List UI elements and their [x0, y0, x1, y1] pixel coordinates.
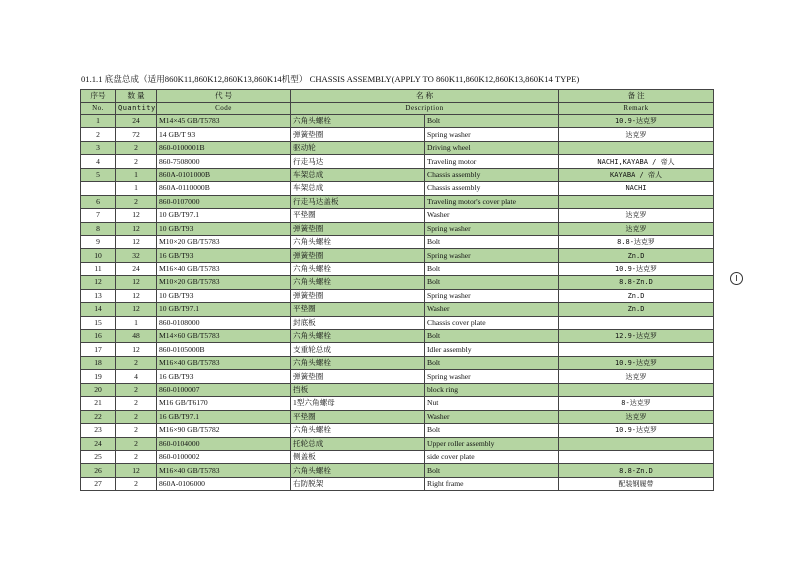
cell-code: 860-0100001B [157, 141, 291, 154]
cell-no: 20 [81, 383, 116, 396]
table-row [81, 356, 714, 369]
cell-name-en: Traveling motor's cover plate [425, 195, 559, 208]
table-row [81, 168, 714, 181]
cell-no: 25 [81, 450, 116, 463]
cell-code: M16×40 GB/T5783 [157, 262, 291, 275]
table-row [81, 477, 714, 490]
cell-qty: 12 [116, 303, 157, 316]
cell-remark: 达克罗 [559, 410, 714, 423]
cell-name-en: Bolt [425, 330, 559, 343]
cell-name-cn: 六角头螺栓 [291, 115, 425, 128]
cell-name-cn: 支重轮总成 [291, 343, 425, 356]
cell-no: 9 [81, 235, 116, 248]
cell-remark: 10.9-达克罗 [559, 424, 714, 437]
cell-name-cn: 平垫圈 [291, 209, 425, 222]
table-row [81, 262, 714, 275]
header-code-en: Code [157, 102, 291, 115]
cell-name-cn: 六角头螺栓 [291, 235, 425, 248]
cell-no: 2 [81, 128, 116, 141]
table-row [81, 141, 714, 154]
cell-name-en: Bolt [425, 464, 559, 477]
cell-qty: 48 [116, 330, 157, 343]
cell-remark: 达克罗 [559, 222, 714, 235]
cell-no: 24 [81, 437, 116, 450]
cell-name-cn: 车架总成 [291, 182, 425, 195]
cell-remark [559, 141, 714, 154]
cell-name-en: Bolt [425, 235, 559, 248]
cell-no: 22 [81, 410, 116, 423]
parts-table [80, 89, 714, 491]
table-row [81, 249, 714, 262]
cell-name-en: Nut [425, 397, 559, 410]
document-title: 01.1.1 底盘总成（适用860K11,860K12,860K13,860K14机型） CHASSIS ASSEMBLY(APPLY TO 860K11,860K12,860K13,860K14 TYPE) [81, 74, 580, 84]
cell-name-en: Washer [425, 209, 559, 222]
cell-remark: 10.9-达克罗 [559, 115, 714, 128]
header-row-cn [81, 90, 714, 103]
cell-name-en: Bolt [425, 356, 559, 369]
cell-name-en: Bolt [425, 262, 559, 275]
cell-no: 13 [81, 289, 116, 302]
cell-code: 860A-0101000B [157, 168, 291, 181]
cell-name-en: Driving wheel [425, 141, 559, 154]
cell-name-en: Spring washer [425, 222, 559, 235]
cell-code: 860-7508000 [157, 155, 291, 168]
cell-name-cn: 弹簧垫圈 [291, 289, 425, 302]
cell-name-cn: 侧盖板 [291, 450, 425, 463]
cell-code: 860-0107000 [157, 195, 291, 208]
cell-name-cn: 弹簧垫圈 [291, 370, 425, 383]
table-row [81, 424, 714, 437]
cell-remark: 达克罗 [559, 370, 714, 383]
cell-qty: 2 [116, 477, 157, 490]
cell-no: 18 [81, 356, 116, 369]
table-row [81, 370, 714, 383]
cell-no: 7 [81, 209, 116, 222]
header-remark-cn: 备 注 [559, 90, 714, 103]
cell-remark: KAYABA / 帝人 [559, 168, 714, 181]
cell-qty: 2 [116, 397, 157, 410]
cell-no [81, 182, 116, 195]
cell-code: 860-0100007 [157, 383, 291, 396]
cell-name-cn: 弹簧垫圈 [291, 222, 425, 235]
cell-qty: 2 [116, 424, 157, 437]
cell-qty: 24 [116, 115, 157, 128]
cell-name-cn: 六角头螺栓 [291, 356, 425, 369]
cell-name-en: Traveling motor [425, 155, 559, 168]
cell-remark [559, 437, 714, 450]
cell-remark: 达克罗 [559, 209, 714, 222]
cell-name-cn: 平垫圈 [291, 410, 425, 423]
cell-code: 10 GB/T93 [157, 289, 291, 302]
cell-no: 17 [81, 343, 116, 356]
header-desc-cn: 名 称 [291, 90, 559, 103]
cell-remark: 10.9-达克罗 [559, 262, 714, 275]
cell-remark: Zn.D [559, 289, 714, 302]
cell-name-cn: 六角头螺栓 [291, 330, 425, 343]
cell-code: M10×20 GB/T5783 [157, 276, 291, 289]
cell-name-cn: 右防脱架 [291, 477, 425, 490]
cell-name-cn: 车架总成 [291, 168, 425, 181]
cell-code: 10 GB/T93 [157, 222, 291, 235]
cell-code: 860-0108000 [157, 316, 291, 329]
table-row [81, 195, 714, 208]
cell-name-en: Bolt [425, 276, 559, 289]
cell-code: 860-0104000 [157, 437, 291, 450]
cell-name-cn: 行走马达盖板 [291, 195, 425, 208]
cell-name-cn: 行走马达 [291, 155, 425, 168]
cell-qty: 4 [116, 370, 157, 383]
table-row [81, 437, 714, 450]
table-row [81, 289, 714, 302]
cell-qty: 2 [116, 437, 157, 450]
table-row [81, 303, 714, 316]
cell-qty: 1 [116, 182, 157, 195]
cell-name-en: Spring washer [425, 289, 559, 302]
cell-no: 4 [81, 155, 116, 168]
cell-code: M14×60 GB/T5783 [157, 330, 291, 343]
cell-no: 12 [81, 276, 116, 289]
table-row [81, 209, 714, 222]
cell-remark: 配装钢履带 [559, 477, 714, 490]
cell-code: 860-0100002 [157, 450, 291, 463]
cell-code: M14×45 GB/T5783 [157, 115, 291, 128]
cell-qty: 1 [116, 168, 157, 181]
cell-remark [559, 195, 714, 208]
cell-no: 6 [81, 195, 116, 208]
cell-qty: 2 [116, 383, 157, 396]
cell-remark: NACHI,KAYABA / 帝人 [559, 155, 714, 168]
cell-name-cn: 托轮总成 [291, 437, 425, 450]
cell-no: 15 [81, 316, 116, 329]
cell-qty: 2 [116, 450, 157, 463]
cell-name-en: Idler assembly [425, 343, 559, 356]
cell-code: 860A-0110000B [157, 182, 291, 195]
cell-qty: 12 [116, 222, 157, 235]
cell-qty: 12 [116, 235, 157, 248]
cell-qty: 72 [116, 128, 157, 141]
cell-no: 8 [81, 222, 116, 235]
cell-name-cn: 封底板 [291, 316, 425, 329]
cell-qty: 12 [116, 289, 157, 302]
cell-no: 11 [81, 262, 116, 275]
cell-remark: 8.8-Zn.D [559, 276, 714, 289]
table-row [81, 397, 714, 410]
cell-name-cn: 六角头螺栓 [291, 424, 425, 437]
cell-qty: 12 [116, 276, 157, 289]
cell-qty: 24 [116, 262, 157, 275]
cell-qty: 2 [116, 195, 157, 208]
cell-remark [559, 343, 714, 356]
cell-remark: NACHI [559, 182, 714, 195]
cell-name-en: Washer [425, 303, 559, 316]
table-row [81, 276, 714, 289]
cell-name-en: Bolt [425, 115, 559, 128]
cell-code: 860A-0106000 [157, 477, 291, 490]
cell-no: 27 [81, 477, 116, 490]
cell-name-en: side cover plate [425, 450, 559, 463]
header-qty-en: Quantity [116, 102, 157, 115]
header-code-cn: 代 号 [157, 90, 291, 103]
cell-qty: 2 [116, 155, 157, 168]
table-row [81, 128, 714, 141]
cell-qty: 12 [116, 343, 157, 356]
cell-qty: 12 [116, 209, 157, 222]
cell-qty: 2 [116, 356, 157, 369]
cell-qty: 2 [116, 141, 157, 154]
header-qty-cn: 数 量 [116, 90, 157, 103]
cell-qty: 12 [116, 464, 157, 477]
cell-name-cn: 六角头螺栓 [291, 276, 425, 289]
cell-name-cn: 六角头螺栓 [291, 464, 425, 477]
cell-code: 16 GB/T97.1 [157, 410, 291, 423]
cell-no: 14 [81, 303, 116, 316]
cell-code: 10 GB/T97.1 [157, 209, 291, 222]
table-row [81, 410, 714, 423]
cell-no: 1 [81, 115, 116, 128]
header-no-cn: 序号 [81, 90, 116, 103]
cell-no: 23 [81, 424, 116, 437]
header-desc-en: Description [291, 102, 559, 115]
table-row [81, 450, 714, 463]
table-row [81, 115, 714, 128]
cell-name-en: Spring washer [425, 249, 559, 262]
cell-name-cn: 六角头螺栓 [291, 262, 425, 275]
table-row [81, 182, 714, 195]
cell-name-en: block ring [425, 383, 559, 396]
cell-name-cn: 1型六角螺母 [291, 397, 425, 410]
table-row [81, 222, 714, 235]
cell-name-en: Upper roller assembly [425, 437, 559, 450]
cell-name-cn: 平垫圈 [291, 303, 425, 316]
cell-remark: 10.9-达克罗 [559, 356, 714, 369]
header-no-en: No. [81, 102, 116, 115]
table-row [81, 235, 714, 248]
cell-name-en: Chassis cover plate [425, 316, 559, 329]
cell-no: 10 [81, 249, 116, 262]
table-row [81, 383, 714, 396]
cell-name-en: Spring washer [425, 128, 559, 141]
cell-remark: 达克罗 [559, 128, 714, 141]
cell-name-en: Washer [425, 410, 559, 423]
table-row [81, 155, 714, 168]
cell-code: M16 GB/T6170 [157, 397, 291, 410]
cell-code: 16 GB/T93 [157, 370, 291, 383]
cell-remark: 12.9-达克罗 [559, 330, 714, 343]
cell-remark: Zn.D [559, 249, 714, 262]
cell-code: 860-0105000B [157, 343, 291, 356]
parts-table-body [81, 115, 714, 491]
cell-qty: 1 [116, 316, 157, 329]
cell-remark: 8.8-达克罗 [559, 235, 714, 248]
cell-name-en: Chassis assembly [425, 168, 559, 181]
cell-code: M16×40 GB/T5783 [157, 356, 291, 369]
cell-name-en: Bolt [425, 424, 559, 437]
cell-remark: 8-达克罗 [559, 397, 714, 410]
header-row-en [81, 102, 714, 115]
cell-no: 26 [81, 464, 116, 477]
cell-name-en: Spring washer [425, 370, 559, 383]
cell-code: M16×40 GB/T5783 [157, 464, 291, 477]
cell-remark: 8.8-Zn.D [559, 464, 714, 477]
cell-name-en: Right frame [425, 477, 559, 490]
cell-name-cn: 挡板 [291, 383, 425, 396]
cell-no: 21 [81, 397, 116, 410]
cell-code: 10 GB/T97.1 [157, 303, 291, 316]
cell-code: M16×90 GB/T5782 [157, 424, 291, 437]
cell-remark [559, 383, 714, 396]
cell-name-en: Chassis assembly [425, 182, 559, 195]
cell-no: 3 [81, 141, 116, 154]
cell-code: M10×20 GB/T5783 [157, 235, 291, 248]
cell-remark: Zn.D [559, 303, 714, 316]
page-marker: I [730, 272, 743, 285]
cell-qty: 32 [116, 249, 157, 262]
cell-remark [559, 316, 714, 329]
table-row [81, 330, 714, 343]
cell-no: 19 [81, 370, 116, 383]
cell-code: 14 GB/T 93 [157, 128, 291, 141]
cell-name-cn: 弹簧垫圈 [291, 249, 425, 262]
table-row [81, 316, 714, 329]
cell-name-cn: 驱动轮 [291, 141, 425, 154]
cell-qty: 2 [116, 410, 157, 423]
header-remark-en: Remark [559, 102, 714, 115]
cell-name-cn: 弹簧垫圈 [291, 128, 425, 141]
cell-remark [559, 450, 714, 463]
cell-no: 16 [81, 330, 116, 343]
cell-no: 5 [81, 168, 116, 181]
table-row [81, 343, 714, 356]
table-row [81, 464, 714, 477]
cell-code: 16 GB/T93 [157, 249, 291, 262]
